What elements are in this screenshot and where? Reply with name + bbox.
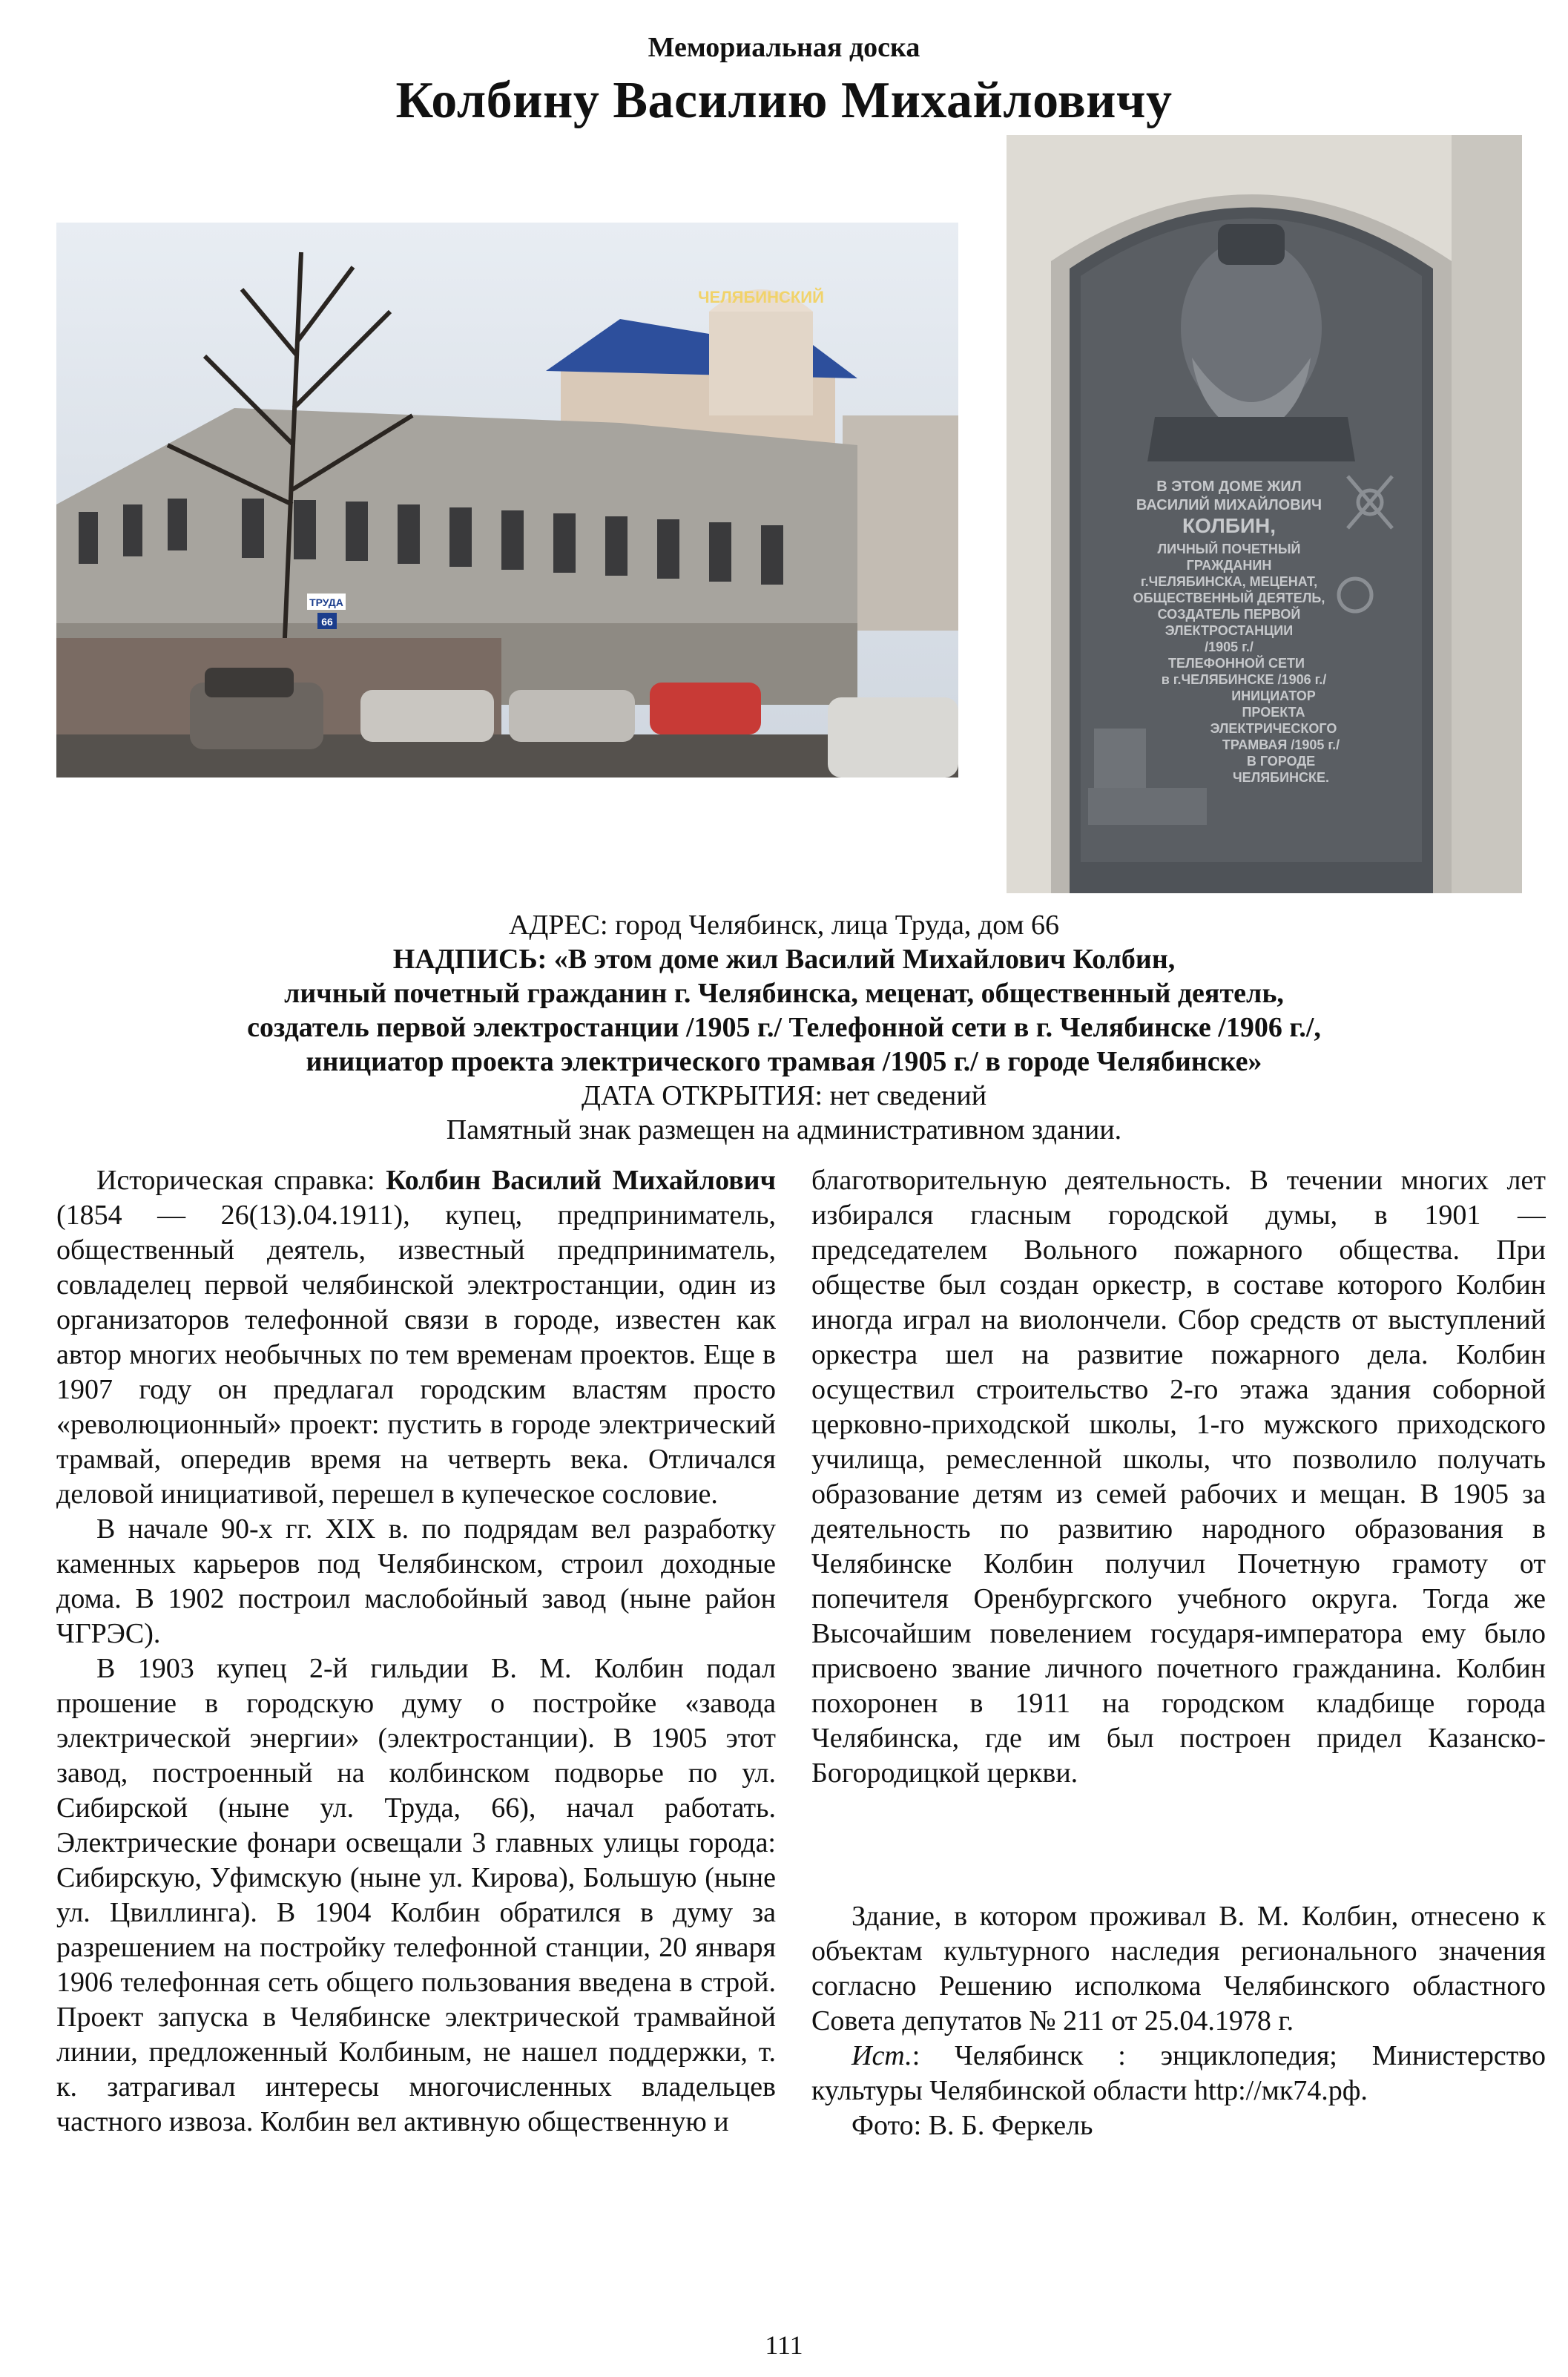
bio-name: Колбин Василий Михайлович [386,1165,777,1196]
sources [811,2039,1546,2108]
building-photo [56,223,958,777]
plaque-line: ЭЛЕКТРОСТАНЦИИ [1165,623,1294,638]
address: АДРЕС: город Челябинск, лица Труда, дом 66 [508,910,1060,941]
plaque-line: г.ЧЕЛЯБИНСКА, МЕЦЕНАТ, [1140,574,1318,589]
plaque-line: ЛИЧНЫЙ ПОЧЕТНЫЙ [1157,542,1301,556]
page-kicker: Мемориальная доска [648,32,920,63]
body-column-left [56,1163,776,2140]
paragraph-power-station: В 1903 купец 2-й гильдии В. М. Колбин подал прошение в городскую думу о постройке «завода электрической энергии» (электростанции). В 1905 этот завод, построенный на колбинском подворье по ул. Сибирской (ныне ул. Труда, 66), начал работать. Электрические фонари освещали 3 главных улицы города: Сибирскую, Уфимскую (ныне ул. Кирова), Большую (ныне ул. Цвиллинга). В 1904 Колбин обратился в думу за разрешением на постройку телефонной станции, 20 января 1906 телефонная сеть общего пользования введена в строй. Проект запуска в Челябинске электрической трамвайной линии, предложенный Колбиным, не нашел поддержки, т. к. затрагивал интересы многочисленных владельцев частного извоза. Колбин вел активную общественную и [56,1653,776,2137]
plaque-line: в г.ЧЕЛЯБИНСКЕ /1906 г./ [1161,672,1327,687]
plaque-line: ГРАЖДАНИН [1186,558,1272,573]
monument-info [0,908,1568,1147]
plaque-line: ИНИЦИАТОР [1231,688,1316,703]
plaque-photo [1007,135,1522,893]
location-note: Памятный знак размещен на административном здании. [446,1114,1122,1145]
plaque-line: ТЕЛЕФОННОЙ СЕТИ [1168,656,1305,671]
inscription-line: создатель первой электростанции /1905 г./ Телефонной сети в г. Челябинске /1906 г./, [247,1012,1321,1043]
plaque-line: В ЭТОМ ДОМЕ ЖИЛ [1156,479,1302,495]
plaque-line: СОЗДАТЕЛЬ ПЕРВОЙ [1157,607,1301,622]
plaque-line: ВАСИЛИЙ МИХАЙЛОВИЧ [1136,497,1322,513]
plaque-line: ПРОЕКТА [1242,705,1305,720]
page-title: Колбину Василию Михайловичу [395,72,1173,129]
plaque-line: ТРАМВАЯ /1905 г./ [1222,737,1340,752]
paragraph-continuation-text: благотворительную деятельность. В течении многих лет избирался гласным городской думы, в 1901 — председателем Вольного пожарного общества. При обществе был создан оркестр, в составе которого Колбин иногда играл на виолончели. Сбор средств от выступлений оркестра шел на развитие пожарного дела. Колбин осуществил строительство 2-го этажа здания соборной церковно-приходской школы, 1-го мужского приходского училища, ремесленной школы, что позволило получать образование детям из семей рабочих и мещан. В 1905 за деятельность по развитию народного образования в Челябинске Колбин получил Почетную грамоту от попечителя Оренбургского учебного округа. Тогда же Высочайшим повелением государя-императора ему было присвоено звание личного почетного гражданина. Колбин похоронен в 1911 на городском кладбище города Челябинска, где им был построен придел Казанско-Богородицкой церкви. [811,1165,1546,1789]
source-text: : Челябинск : энциклопедия; Министерство культуры Челябинской области http://мк74.рф. [811,2040,1546,2106]
building-top-sign: ЧЕЛЯБИНСКИЙ [698,288,824,306]
plaque-line: ЭЛЕКТРИЧЕСКОГО [1210,721,1337,736]
paragraph-power-station-continued [811,1163,1546,1899]
paragraph-heritage: Здание, в котором проживал В. М. Колбин, отнесено к объектам культурного наследия регионального значения согласно Решению исполкома Челябинского областного Совета депутатов № 211 от 25.04.1978 г. [811,1901,1546,2036]
plaque-line: В ГОРОДЕ [1246,754,1316,769]
street-sign: ТРУДА [309,596,343,608]
plaque-line: /1905 г./ [1205,640,1254,654]
house-number-sign: 66 [321,616,333,628]
bio-text: (1854 — 26(13).04.1911), купец, предприниматель, общественный деятель, известный предприниматель, совладелец первой челябинской электростанции, один из организаторов телефонной связи в городе, известен как автор многих необычных по тем временам проектов. Еще в 1907 году он предлагал городским властям просто «революционный» проект: пустить в городе электрический трамвай, опередив время на четверть века. Отличался деловой инициативой, перешел в купеческое сословие. [56,1200,776,1510]
paragraph-quarries: В начале 90-х гг. XIX в. по подрядам вел разработку каменных карьеров под Челябинском, строил доходные дома. В 1902 построил маслобойный завод (ныне район ЧГРЭС). [56,1513,776,1649]
photo-credit: Фото: В. Б. Феркель [851,2110,1093,2141]
inscription-line: личный почетный гражданин г. Челябинска, меценат, общественный деятель, [284,978,1284,1009]
body-column-right [811,1163,1546,2143]
inscription-line: инициатор проекта электрического трамвая /1905 г./ в городе Челябинске» [306,1046,1262,1077]
bio-paragraph [56,1163,776,1512]
page-number: 111 [765,2330,803,2360]
opening-date: ДАТА ОТКРЫТИЯ: нет сведений [581,1080,987,1111]
inscription-line: НАДПИСЬ: «В этом доме жил Василий Михайлович Колбин, [392,944,1176,975]
plaque-line: ОБЩЕСТВЕННЫЙ ДЕЯТЕЛЬ, [1133,591,1325,605]
source-label: Ист. [851,2040,912,2071]
bio-intro: Историческая справка: [96,1165,386,1196]
plaque-line: ЧЕЛЯБИНСКЕ. [1232,770,1330,785]
plaque-line: КОЛБИН, [1182,514,1277,537]
